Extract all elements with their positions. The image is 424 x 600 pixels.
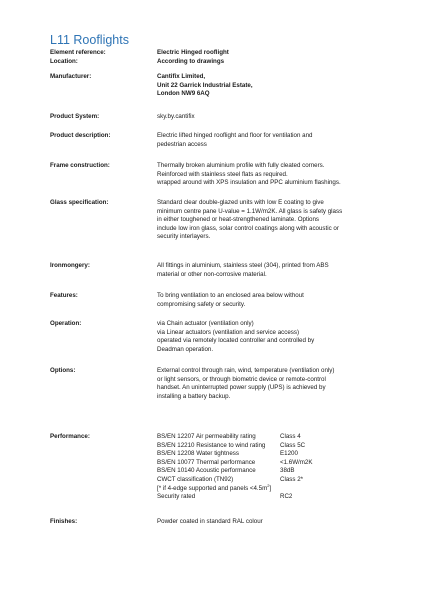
element-reference-value: Electric Hinged rooflight [157, 49, 229, 56]
product-system-value: sky.by.cantifix [157, 113, 195, 120]
ironmongery-label: Ironmongery: [50, 262, 90, 269]
glass-line: in either toughened or heat-strengthened laminate. Options [157, 216, 320, 224]
glass-line: Standard clear double-glazed units with low E coating to give [157, 199, 324, 206]
performance-test: BS/EN 12208 Water tightness [157, 450, 239, 458]
performance-value: Class 4 [280, 433, 301, 440]
performance-row [157, 467, 295, 476]
performance-note-text: [* if 4-edge supported and panels <4.5m [157, 484, 268, 492]
frame-construction-label: Frame construction: [50, 162, 110, 169]
features-label: Features: [50, 292, 78, 299]
features-line: To bring ventilation to an enclosed area below without [157, 292, 304, 299]
performance-label: Performance: [50, 433, 90, 440]
options-label: Options: [50, 367, 76, 374]
element-reference-label: Element reference: [50, 49, 106, 56]
options-line: handset. An uninterrupted power supply (UPS) is achieved by [157, 384, 326, 392]
glass-specification-value [157, 199, 397, 242]
operation-value [157, 320, 397, 354]
manufacturer-line: Unit 22 Garrick Industrial Estate, [157, 81, 253, 89]
performance-test: BS/EN 10077 Thermal performance [157, 458, 256, 466]
features-line: compromising safety or security. [157, 300, 246, 308]
product-system-label: Product System: [50, 113, 100, 120]
performance-note-end: ] [269, 484, 272, 492]
performance-note [157, 482, 272, 494]
glass-line: security interlayers. [157, 233, 211, 241]
performance-test: Security rated [157, 493, 196, 501]
operation-line: via Chain actuator (ventilation only) [157, 320, 254, 327]
performance-row [157, 450, 298, 459]
performance-row [157, 493, 293, 502]
operation-line: operated via remotely located controller and controlled by [157, 337, 315, 345]
performance-value: Class 5C [280, 441, 306, 449]
performance-row [157, 458, 313, 468]
performance-row [157, 433, 301, 442]
options-line: External control through rain, wind, temperature (ventilation only) [157, 367, 335, 374]
performance-row [157, 441, 306, 451]
features-value [157, 292, 397, 309]
description-line: Electric lifted hinged rooflight and floor for ventilation and [157, 132, 313, 139]
performance-test: CWCT classification (TN92) [157, 475, 234, 483]
operation-line: via Linear actuators (ventilation and service access) [157, 328, 300, 336]
options-line: installing a battery backup. [157, 392, 231, 400]
ironmongery-line: material or other non-corrosive material. [157, 270, 267, 278]
performance-test: BS/EN 12207 Air permeability rating [157, 433, 256, 440]
operation-line: Deadman operation. [157, 345, 214, 353]
performance-test: BS/EN 12210 Resistance to wind rating [157, 441, 266, 449]
glass-line: include low iron glass, solar control coatings along with acoustic or [157, 224, 339, 232]
performance-note-sup: 2 [267, 482, 270, 488]
options-value [157, 367, 397, 401]
product-description-label: Product description: [50, 132, 111, 139]
performance-value: E1200 [280, 450, 298, 458]
glass-specification-label: Glass specification: [50, 199, 109, 206]
performance-value: <1.6W/m2K [280, 458, 313, 466]
operation-label: Operation: [50, 320, 82, 327]
performance-value: RC2 [280, 493, 293, 501]
ironmongery-value [157, 262, 397, 279]
performance-table [157, 433, 313, 502]
finishes-value: Powder coated in standard RAL colour [157, 518, 263, 525]
performance-test: BS/EN 10140 Acoustic performance [157, 467, 256, 475]
manufacturer-line: Cantifix Limited, [157, 73, 206, 80]
finishes-label: Finishes: [50, 518, 78, 525]
frame-line: Thermally broken aluminium profile with fully cleated corners. [157, 162, 325, 169]
performance-row [157, 475, 304, 485]
manufacturer-label: Manufacturer: [50, 73, 92, 80]
glass-line: minimum centre pane U-value = 1.1W/m2K. All glass is safety glass [157, 207, 343, 215]
performance-value: 38dB [280, 467, 295, 475]
frame-line: Reinforced with stainless steel flats as required. [157, 170, 288, 178]
performance-value: Class 2* [280, 475, 304, 483]
location-label: Location: [50, 57, 78, 65]
location-value: According to drawings [157, 57, 225, 65]
options-line: or light sensors, or through biometric device or remote-control [157, 375, 326, 383]
description-line: pedestrian access [157, 140, 207, 148]
manufacturer-line: London NW9 6AQ [157, 90, 210, 98]
page-title: L11 Rooflights [50, 33, 129, 47]
frame-construction-value [157, 162, 397, 188]
ironmongery-line: All fittings in aluminium, stainless steel (304), printed from ABS [157, 262, 329, 269]
product-description-value [157, 132, 397, 149]
manufacturer-value [157, 73, 397, 99]
frame-line: wrapped around with XPS insulation and PPC aluminium flashings. [157, 179, 341, 187]
